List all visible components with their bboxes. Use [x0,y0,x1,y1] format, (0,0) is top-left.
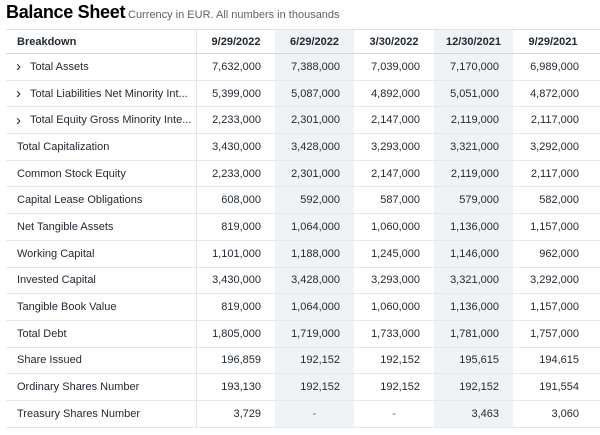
value-cell: 7,170,000 [434,54,513,80]
row-label: Total Assets [30,60,89,73]
value-cell: 2,147,000 [371,114,420,127]
value-cell: 2,117,000 [530,167,579,180]
row-label-cell [6,321,197,347]
value-cell: 1,805,000 [212,327,261,340]
value-cell: 194,615 [539,354,579,367]
value-cell: 3,293,000 [371,140,420,153]
row-label: Share Issued [17,354,82,367]
table-row[interactable] [6,54,600,81]
row-label: Total Capitalization [17,140,110,153]
value-cell: 3,321,000 [434,134,513,160]
value-cell: 2,301,000 [275,161,354,187]
table-header-row [6,29,600,54]
value-cell: 1,060,000 [371,301,420,314]
value-cell: 5,087,000 [275,81,354,107]
row-label: Ordinary Shares Number [17,381,140,394]
value-cell: 5,051,000 [434,81,513,107]
table-row [6,268,600,295]
value-cell: 3,292,000 [530,274,579,287]
row-label: Capital Lease Obligations [17,194,143,207]
value-cell: 592,000 [275,187,354,213]
table-row [6,241,600,268]
row-label: Total Liabilities Net Minority Int... [30,87,188,100]
row-label-cell [6,161,197,187]
row-label: Net Tangible Assets [17,220,114,233]
row-label-cell [6,134,197,160]
value-cell: 1,733,000 [371,327,420,340]
table-row [6,161,600,188]
table-row [6,321,600,348]
chevron-right-icon[interactable]: › [16,85,21,103]
row-label: Common Stock Equity [17,167,126,180]
value-cell: 3,430,000 [212,274,261,287]
value-cell: 1,157,000 [530,220,579,233]
value-cell: 582,000 [539,194,579,207]
table-row [6,214,600,241]
value-cell: 1,064,000 [275,214,354,240]
value-cell: 3,428,000 [275,268,354,294]
value-cell: 195,615 [434,348,513,374]
table-row [6,374,600,401]
value-cell: 5,399,000 [212,87,261,100]
page-title: Balance Sheet [6,2,126,22]
chevron-right-icon[interactable]: › [16,111,21,129]
row-label-cell [6,268,197,294]
table-row[interactable] [6,107,600,134]
value-cell: 2,147,000 [371,167,420,180]
row-label-cell[interactable] [6,81,197,107]
table-row [6,187,600,214]
table-grid [6,29,600,428]
table-row [6,401,600,428]
value-cell: 2,233,000 [212,114,261,127]
row-label-cell [6,241,197,267]
value-cell: 819,000 [221,301,261,314]
value-cell: 193,130 [221,381,261,394]
value-cell: 3,293,000 [371,274,420,287]
value-cell: 7,039,000 [371,60,420,73]
value-cell: 4,872,000 [530,87,579,100]
column-header: 9/29/2022 [211,35,261,48]
value-cell: 1,060,000 [371,220,420,233]
row-label-cell [6,374,197,400]
value-cell: 191,554 [539,381,579,394]
column-header: 9/29/2021 [528,35,578,48]
value-cell: - [275,401,354,427]
value-cell: 2,119,000 [434,107,513,133]
column-header: 12/30/2021 [434,30,513,53]
value-cell: 1,101,000 [212,247,261,260]
value-cell: 3,463 [434,401,513,427]
value-cell: 2,119,000 [434,161,513,187]
row-label-cell[interactable] [6,54,197,80]
value-cell: 196,859 [221,354,261,367]
value-cell: 587,000 [380,194,420,207]
table-row [6,294,600,321]
row-label: Total Equity Gross Minority Inte... [30,114,192,127]
breakdown-header: Breakdown [6,30,197,53]
row-label: Treasury Shares Number [17,407,141,420]
column-header: 3/30/2022 [369,35,419,48]
value-cell: 1,136,000 [434,294,513,320]
value-cell: 3,428,000 [275,134,354,160]
value-cell: 192,152 [380,381,420,394]
row-label: Tangible Book Value [17,301,117,314]
value-cell: 3,321,000 [434,268,513,294]
value-cell: 1,146,000 [434,241,513,267]
value-cell: 962,000 [539,247,579,260]
value-cell: 579,000 [434,187,513,213]
table-row[interactable] [6,81,600,108]
value-cell: 4,892,000 [371,87,420,100]
row-label-cell [6,187,197,213]
row-label-cell [6,348,197,374]
row-label-cell [6,294,197,320]
balance-sheet-table [6,29,600,435]
row-label: Invested Capital [17,274,96,287]
row-label: Total Debt [17,327,67,340]
value-cell: 1,245,000 [371,247,420,260]
value-cell: 192,152 [380,354,420,367]
value-cell: 7,388,000 [275,54,354,80]
value-cell: 1,157,000 [530,301,579,314]
page-header [0,0,600,28]
value-cell: 608,000 [221,194,261,207]
value-cell: 1,719,000 [275,321,354,347]
value-cell: 1,781,000 [434,321,513,347]
value-cell: 1,757,000 [530,327,579,340]
value-cell: 1,136,000 [434,214,513,240]
value-cell: 192,152 [275,374,354,400]
table-row [6,348,600,375]
value-cell: 1,188,000 [275,241,354,267]
table-row [6,134,600,161]
chevron-right-icon[interactable]: › [16,58,21,76]
row-label: Working Capital [17,247,95,260]
value-cell: 2,301,000 [275,107,354,133]
value-cell: - [392,407,396,420]
currency-note: Currency in EUR. All numbers in thousands [128,9,340,21]
row-label-cell[interactable] [6,107,197,133]
value-cell: 2,233,000 [212,167,261,180]
value-cell: 3,430,000 [212,140,261,153]
row-label-cell [6,214,197,240]
value-cell: 819,000 [221,220,261,233]
value-cell: 3,729 [233,407,261,420]
value-cell: 192,152 [275,348,354,374]
row-label-cell [6,401,197,427]
value-cell: 1,064,000 [275,294,354,320]
column-header: 6/29/2022 [275,30,354,53]
value-cell: 3,292,000 [530,140,579,153]
value-cell: 2,117,000 [530,114,579,127]
value-cell: 7,632,000 [212,60,261,73]
value-cell: 6,989,000 [530,60,579,73]
value-cell: 3,060 [551,407,579,420]
value-cell: 192,152 [434,374,513,400]
